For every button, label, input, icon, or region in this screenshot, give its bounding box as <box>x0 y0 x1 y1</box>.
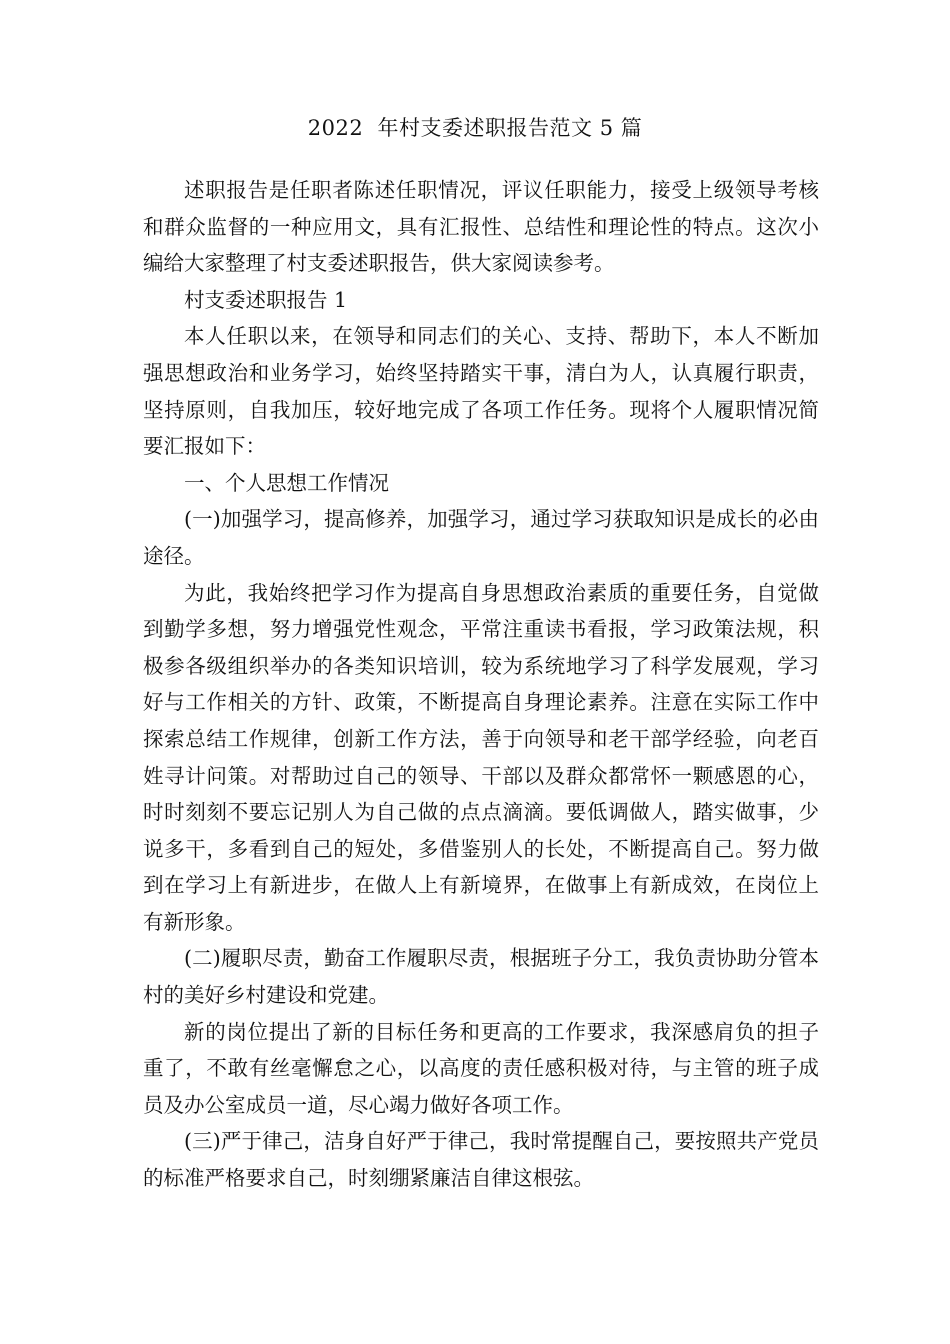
document-title: 2022 年村支委述职报告范文 5 篇 <box>307 116 643 140</box>
section-heading-thought-work: 一、个人思想工作情况 <box>184 470 389 495</box>
paragraph-item-3: (三)严于律己，洁身自好严于律己，我时常提醒自己，要按照共产党员的标准严格要求自己，时刻绷紧廉洁自律这根弦。 <box>143 1129 819 1191</box>
document-body <box>143 172 819 1197</box>
paragraph-study: 为此，我始终把学习作为提高自身思想政治素质的重要任务，自觉做到勤学多想，努力增强党性观念，平常注重读书看报，学习政策法规，积极参各级组织举办的各类知识培训，较为系统地学习了科学发展观，学习好与工作相关的方针、政策，不断提高自身理论素养。注意在实际工作中探索总结工作规律，创新工作方法，善于向领导和老干部学经验，向老百姓寻计问策。对帮助过自己的领导、干部以及群众都常怀一颗感恩的心，时时刻刻不要忘记别人为自己做的点点滴滴。要低调做人，踏实做事，少说多干，多看到自己的短处，多借鉴别人的长处，不断提高自己。努力做到在学习上有新进步，在做人上有新境界，在做事上有新成效，在岗位上有新形象。 <box>143 580 819 934</box>
paragraph-duties: 新的岗位提出了新的目标任务和更高的工作要求，我深感肩负的担子重了，不敢有丝毫懈怠之心，以高度的责任感积极对待，与主管的班子成员及办公室成员一道，尽心竭力做好各项工作。 <box>143 1019 819 1117</box>
paragraph-overview: 本人任职以来，在领导和同志们的关心、支持、帮助下，本人不断加强思想政治和业务学习，始终坚持踏实干事，清白为人，认真履行职责，坚持原则，自我加压，较好地完成了各项工作任务。现将个人履职情况简要汇报如下： <box>143 324 819 459</box>
paragraph-item-1: (一)加强学习，提高修养，加强学习，通过学习获取知识是成长的必由途径。 <box>143 507 819 568</box>
paragraph-intro: 述职报告是任职者陈述任职情况，评议任职能力，接受上级领导考核和群众监督的一种应用文，具有汇报性、总结性和理论性的特点。这次小编给大家整理了村支委述职报告，供大家阅读参考。 <box>143 178 819 276</box>
paragraph-item-2: (二)履职尽责，勤奋工作履职尽责，根据班子分工，我负责协助分管本村的美好乡村建设和党建。 <box>143 946 819 1008</box>
section-heading-report-1: 村支委述职报告 1 <box>184 287 348 312</box>
